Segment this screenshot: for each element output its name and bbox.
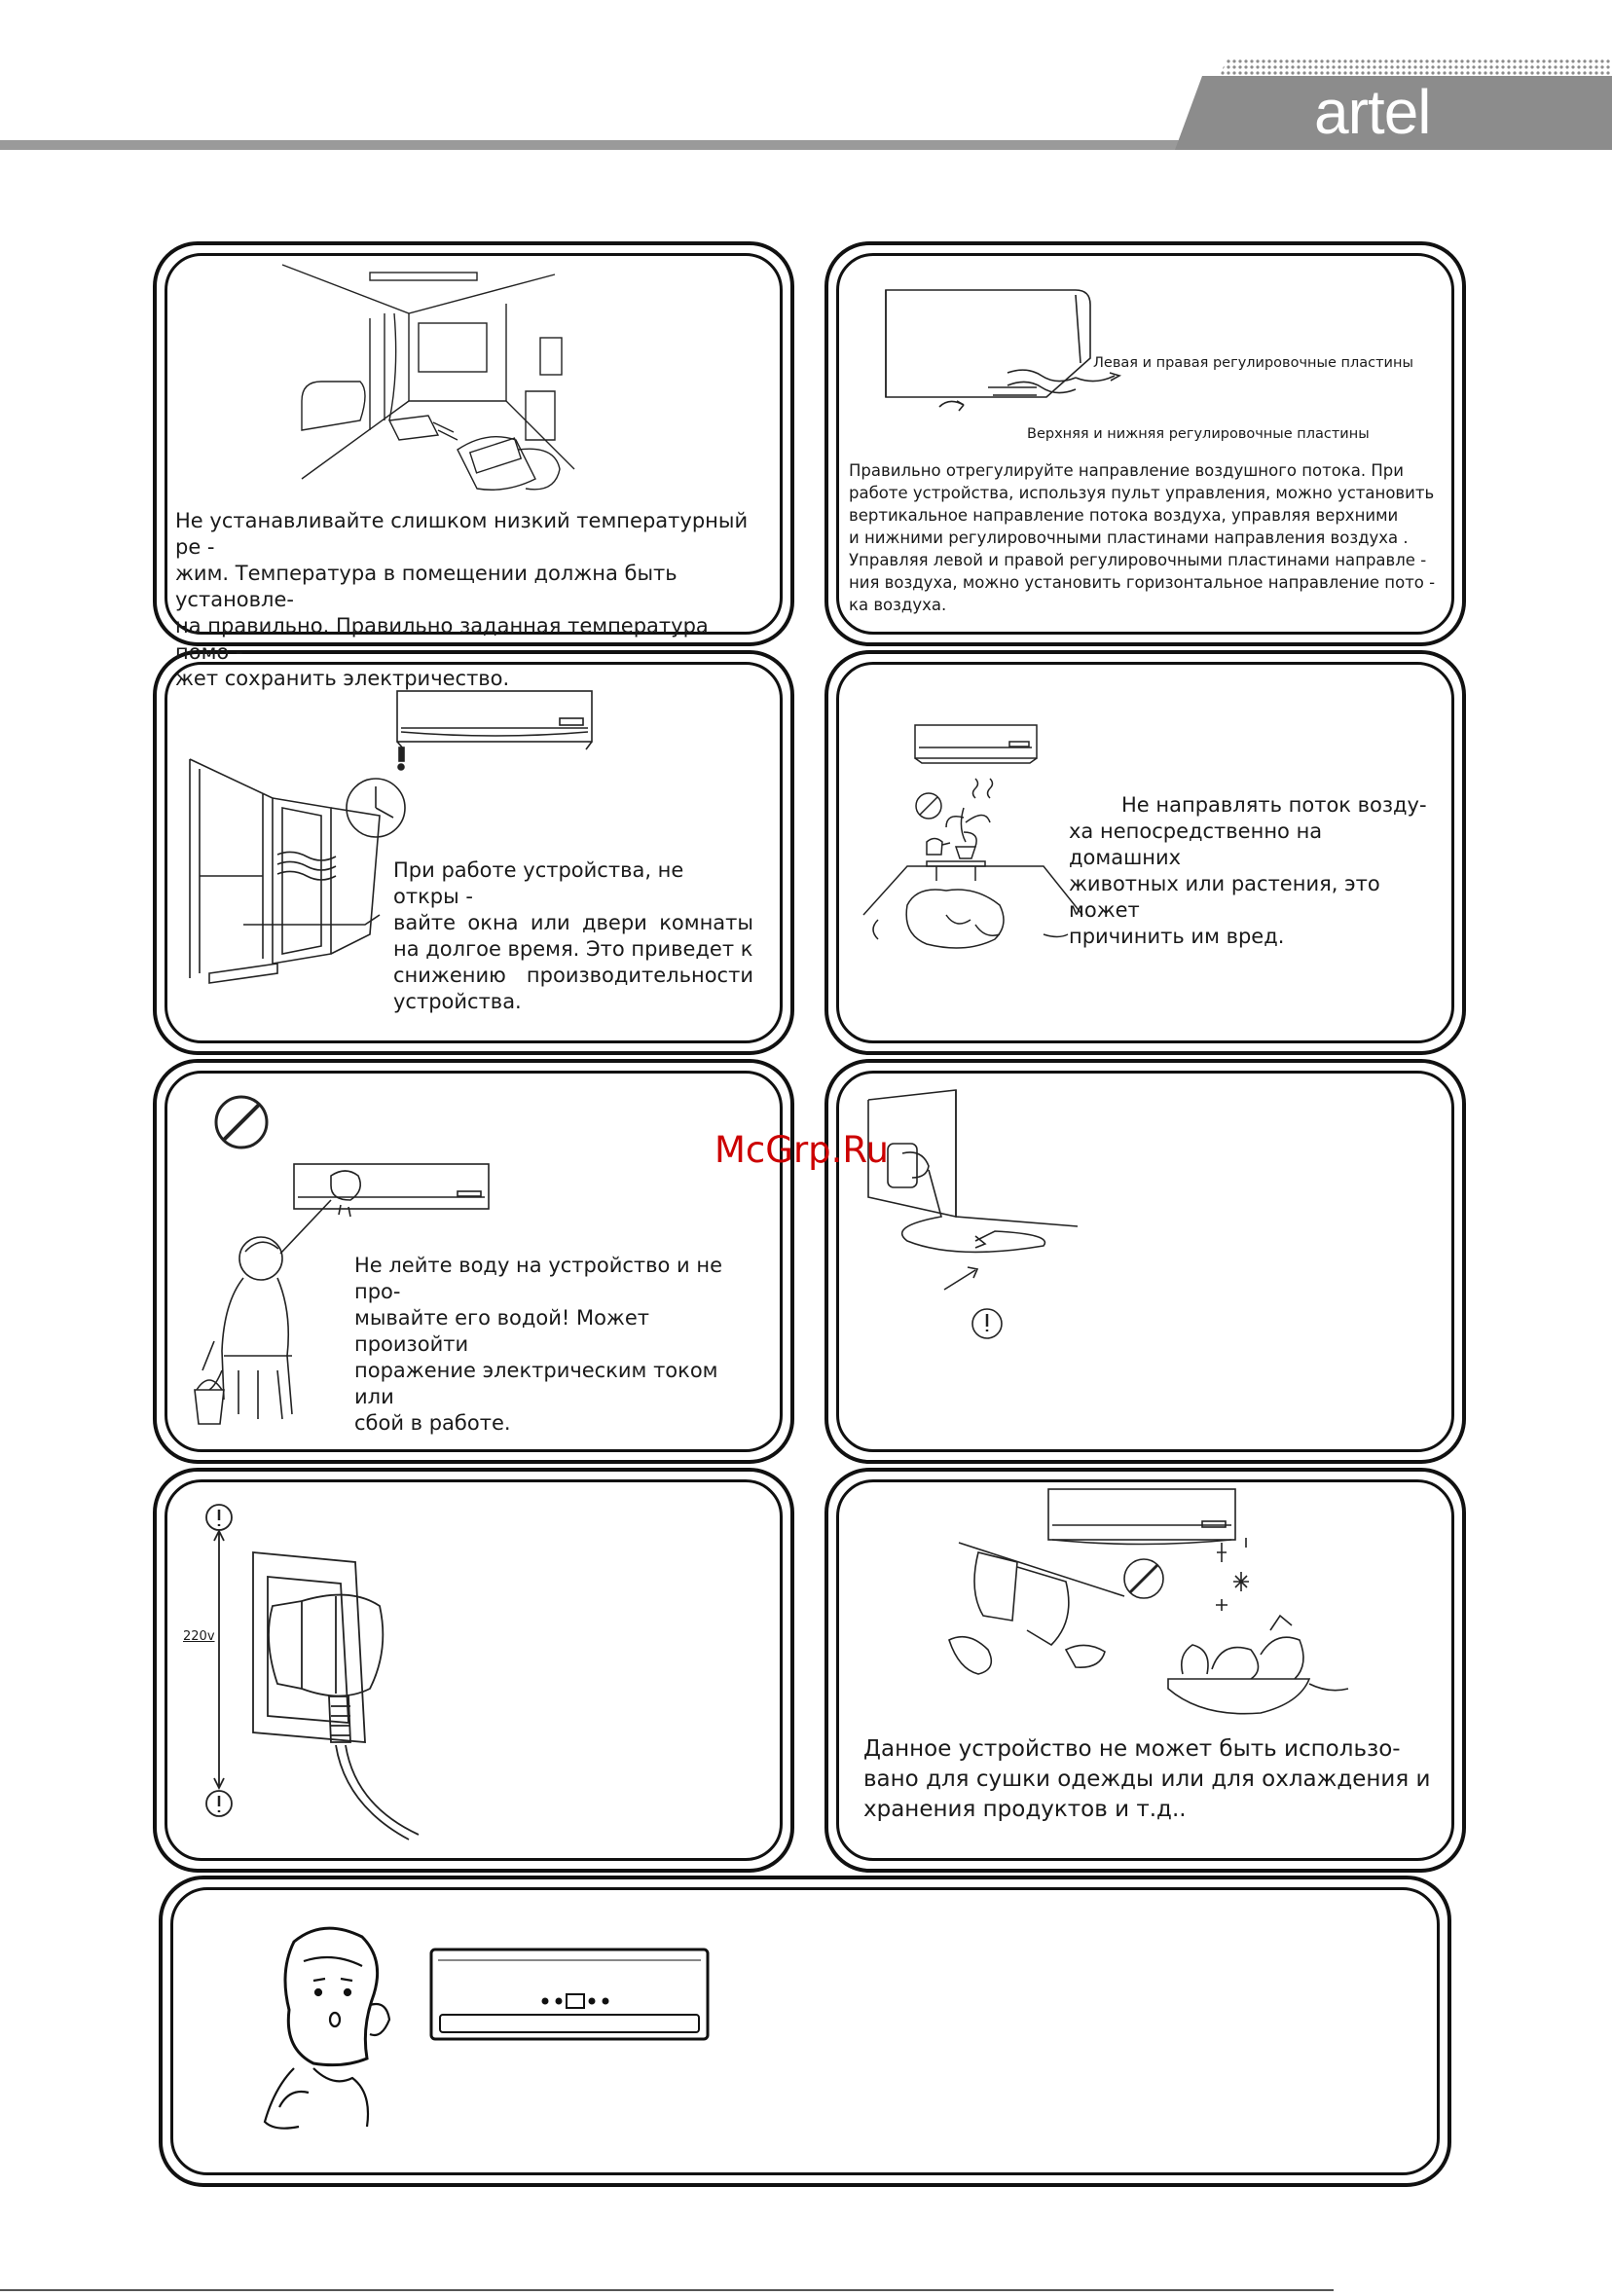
text-line: снижению производительности (393, 964, 753, 987)
text-line: ха непосредственно на домашних (1069, 820, 1323, 869)
brand-logo: artel (1314, 77, 1431, 147)
panel8-text (863, 1734, 1447, 1825)
text-line: При работе устройства, не откры - (393, 858, 684, 908)
text-line: на долгое время. Это приведет к (393, 937, 753, 961)
text-line: вертикальное направление потока воздуха, управляя верхними (849, 506, 1399, 525)
text-line: устройства. (393, 990, 522, 1013)
panel5-text (354, 1253, 763, 1437)
panel2-text (849, 459, 1443, 616)
panel4-text (1069, 792, 1439, 950)
text-line: Не направлять поток возду- (1121, 793, 1427, 817)
text-line: на правильно. Правильно заданная температура помо - (175, 614, 709, 664)
text-line: жет сохранить электричество. (175, 667, 510, 690)
text-line: вайте окна или двери комнаты (393, 911, 753, 934)
text-line: Правильно отрегулируйте направление воздушного потока. При (849, 461, 1404, 480)
footer-line (0, 2289, 1334, 2291)
living-room-illustration (263, 255, 594, 498)
text-line: животных или растения, это может (1069, 872, 1380, 922)
text-line: Не лейте воду на устройство и не про- (354, 1254, 723, 1303)
text-line: сбой в работе. (354, 1411, 511, 1435)
text-line: ка воздуха. (849, 596, 947, 614)
text-line: Данное устройство не может быть использо- (863, 1736, 1401, 1762)
caption-louvers-up-down: Верхняя и нижняя регулировочные пластины (1027, 426, 1370, 442)
text-line: Не устанавливайте слишком низкий температурный ре - (175, 509, 749, 559)
plug-socket-illustration (175, 1494, 428, 1844)
caption-louvers-left-right: Левая и правая регулировочные пластины (1093, 355, 1413, 371)
text-line: мывайте его водой! Может произойти (354, 1306, 649, 1356)
text-line: жим. Температура в помещении должна быть установле- (175, 562, 678, 611)
text-line: поражение электрическим током или (354, 1359, 718, 1408)
drying-food-illustration (930, 1484, 1377, 1728)
text-line: хранения продуктов и т.д.. (863, 1797, 1187, 1822)
text-line: и нижними регулировочными пластинами направления воздуха . (849, 528, 1409, 547)
indoor-unit-illustration (428, 1947, 711, 2044)
watermark: McGrp.Ru (714, 1129, 889, 1171)
woman-illustration (255, 1922, 401, 2136)
text-line: причинить им вред. (1069, 925, 1285, 948)
panel3-text (393, 857, 753, 1015)
panel1-text (175, 508, 759, 692)
text-line: работе устройства, используя пульт управления, можно установить (849, 484, 1435, 502)
text-line: Управляя левой и правой регулировочными пластинами направле - (849, 551, 1427, 569)
pet-plant-illustration (849, 720, 1092, 983)
power-cord-illustration (849, 1080, 1082, 1353)
text-line: вано для сушки одежды или для охлаждения и (863, 1767, 1431, 1792)
text-line: ния воздуха, можно установить горизонтальное направление пото - (849, 573, 1436, 592)
voltage-label: 220v (183, 1629, 215, 1644)
